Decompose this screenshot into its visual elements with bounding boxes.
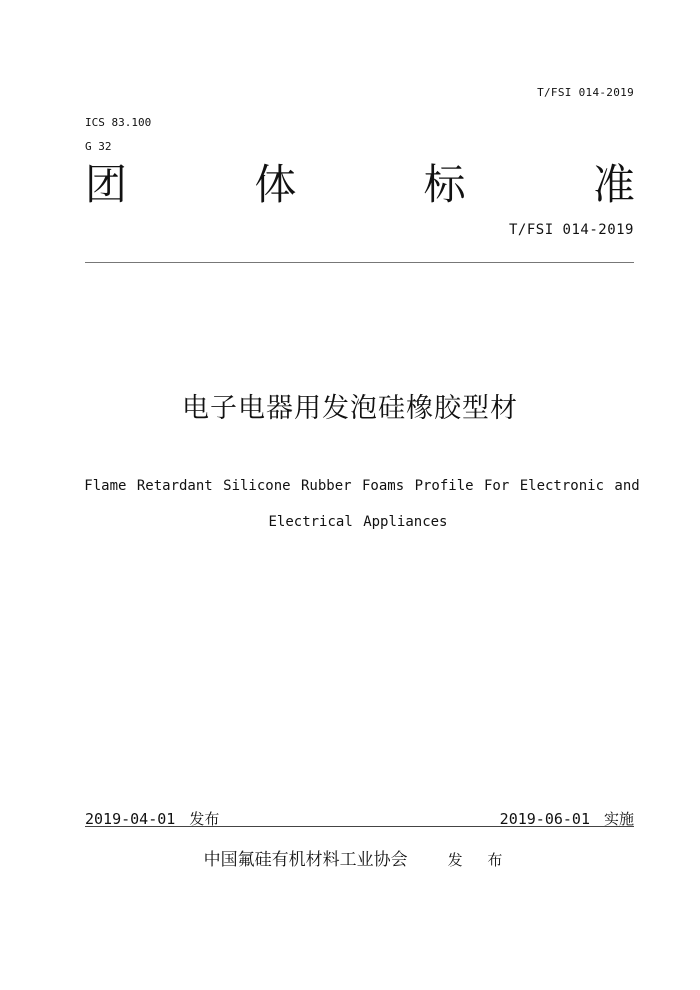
heading-char: 标 [423,160,466,209]
header-standard-code-small: T/FSI 014-2019 [537,86,634,99]
english-title-line-1: Flame Retardant Silicone Rubber Foams Profile For Electronic and [84,478,640,494]
publisher-line [0,845,700,870]
implementation-date: 2019-06-01 [499,810,590,828]
issue-label: 发布 [189,810,220,828]
heading-char: 团 [85,160,128,209]
ics-classification: ICS 83.100 [85,116,152,129]
implementation-label: 实施 [603,810,634,828]
standard-type-heading [85,160,635,210]
publish-label: 发 布 [447,851,513,869]
chinese-title: 电子电器用发泡硅橡胶型材 [182,393,518,424]
issue-date: 2019-04-01 [85,810,176,828]
standard-code: T/FSI 014-2019 [508,222,634,238]
footer-divider [85,826,634,827]
ccs-classification: G 32 [85,140,112,153]
publisher-organization: 中国氟硅有机材料工业协会 [203,850,408,870]
heading-char: 体 [254,160,297,209]
english-title-line-2: Electrical Appliances [268,514,448,530]
header-divider [85,262,634,263]
heading-char: 准 [592,160,635,209]
